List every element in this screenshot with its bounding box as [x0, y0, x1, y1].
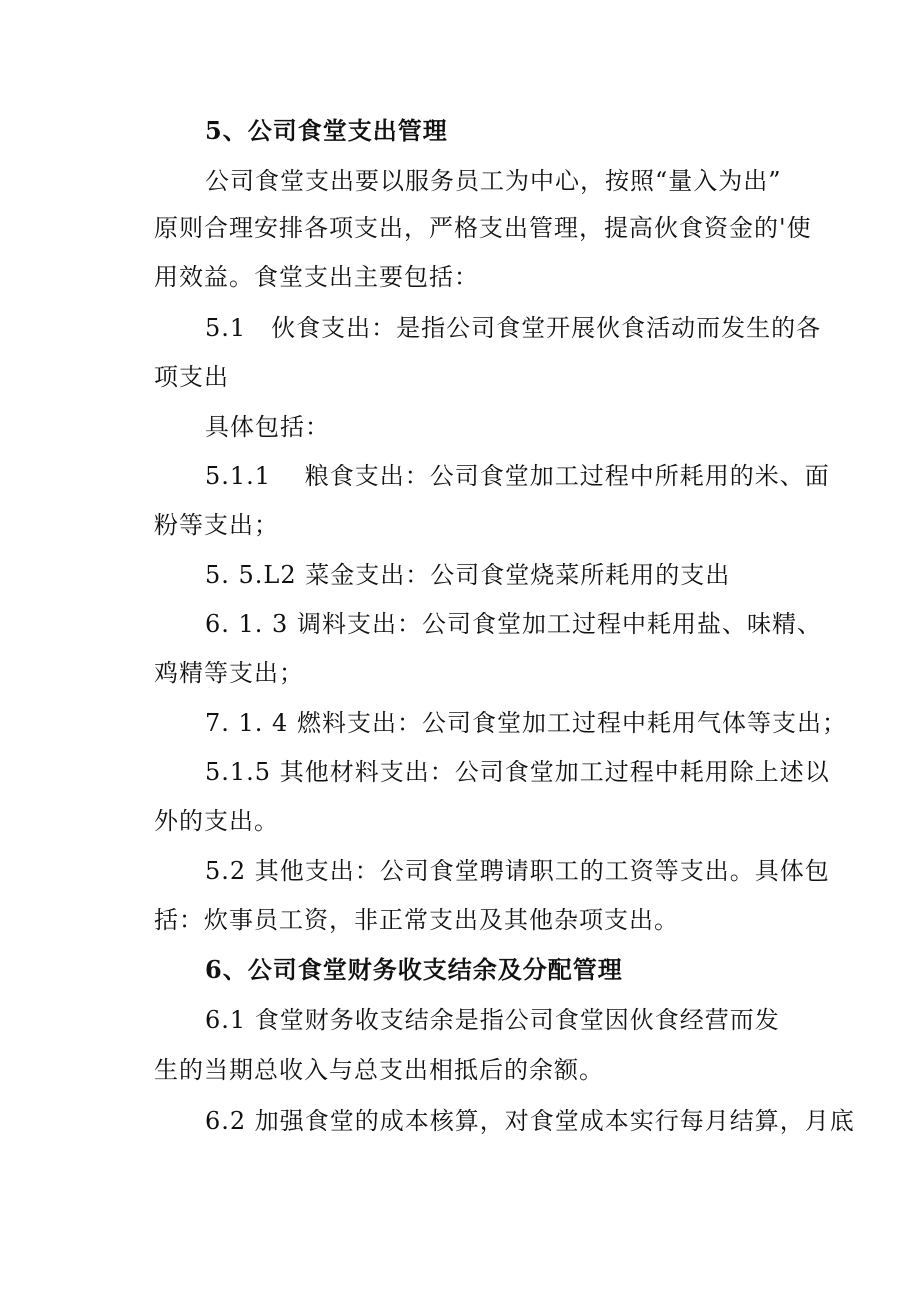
- item-5-1-1-line-2: 粉等支出；: [154, 511, 279, 539]
- item-5-2-line-1: 5.2 其他支出：公司食堂聘请职工的工资等支出。具体包: [205, 857, 830, 885]
- item-seasoning-line-1: 6. 1. 3 调料支出：公司食堂加工过程中耗用盐、味精、: [205, 610, 822, 638]
- section-5-intro-line-2: 原则合理安排各项支出，严格支出管理，提高伙食资金的'使: [154, 214, 812, 242]
- item-6-1-line-2: 生的当期总收入与总支出相抵后的余额。: [154, 1056, 604, 1084]
- section-5-intro-line-1: 公司食堂支出要以服务员工为中心，按照“量入为出”: [205, 167, 782, 195]
- item-5-1-5-line-2: 外的支出。: [154, 807, 279, 835]
- item-6-2-line-1: 6.2 加强食堂的成本核算，对食堂成本实行每月结算，月底: [205, 1107, 855, 1135]
- item-seasoning-line-2: 鸡精等支出；: [154, 659, 304, 687]
- item-fuel-expense: 7. 1. 4 燃料支出：公司食堂加工过程中耗用气体等支出；: [205, 709, 847, 737]
- item-5-2-line-2: 括：炊事员工资，非正常支出及其他杂项支出。: [154, 906, 679, 934]
- item-vegetable-expense: 5. 5.L2 菜金支出：公司食堂烧菜所耗用的支出: [205, 561, 731, 589]
- specifically-label: 具体包括：: [205, 413, 330, 441]
- item-6-1-line-1: 6.1 食堂财务收支结余是指公司食堂因伙食经营而发: [205, 1006, 780, 1034]
- section-6-heading: 6、公司食堂财务收支结余及分配管理: [205, 955, 623, 984]
- section-5-heading: 5、公司食堂支出管理: [205, 116, 448, 145]
- item-5-1-5-line-1: 5.1.5 其他材料支出：公司食堂加工过程中耗用除上述以: [205, 758, 830, 786]
- item-5-1-1-line-1: 5.1.1 粮食支出：公司食堂加工过程中所耗用的米、面: [205, 462, 830, 490]
- section-5-intro-line-3: 用效益。食堂支出主要包括：: [154, 263, 479, 291]
- item-5-1-line-1: 5.1 伙食支出：是指公司食堂开展伙食活动而发生的各: [205, 314, 822, 342]
- item-5-1-line-2: 项支出: [154, 363, 229, 391]
